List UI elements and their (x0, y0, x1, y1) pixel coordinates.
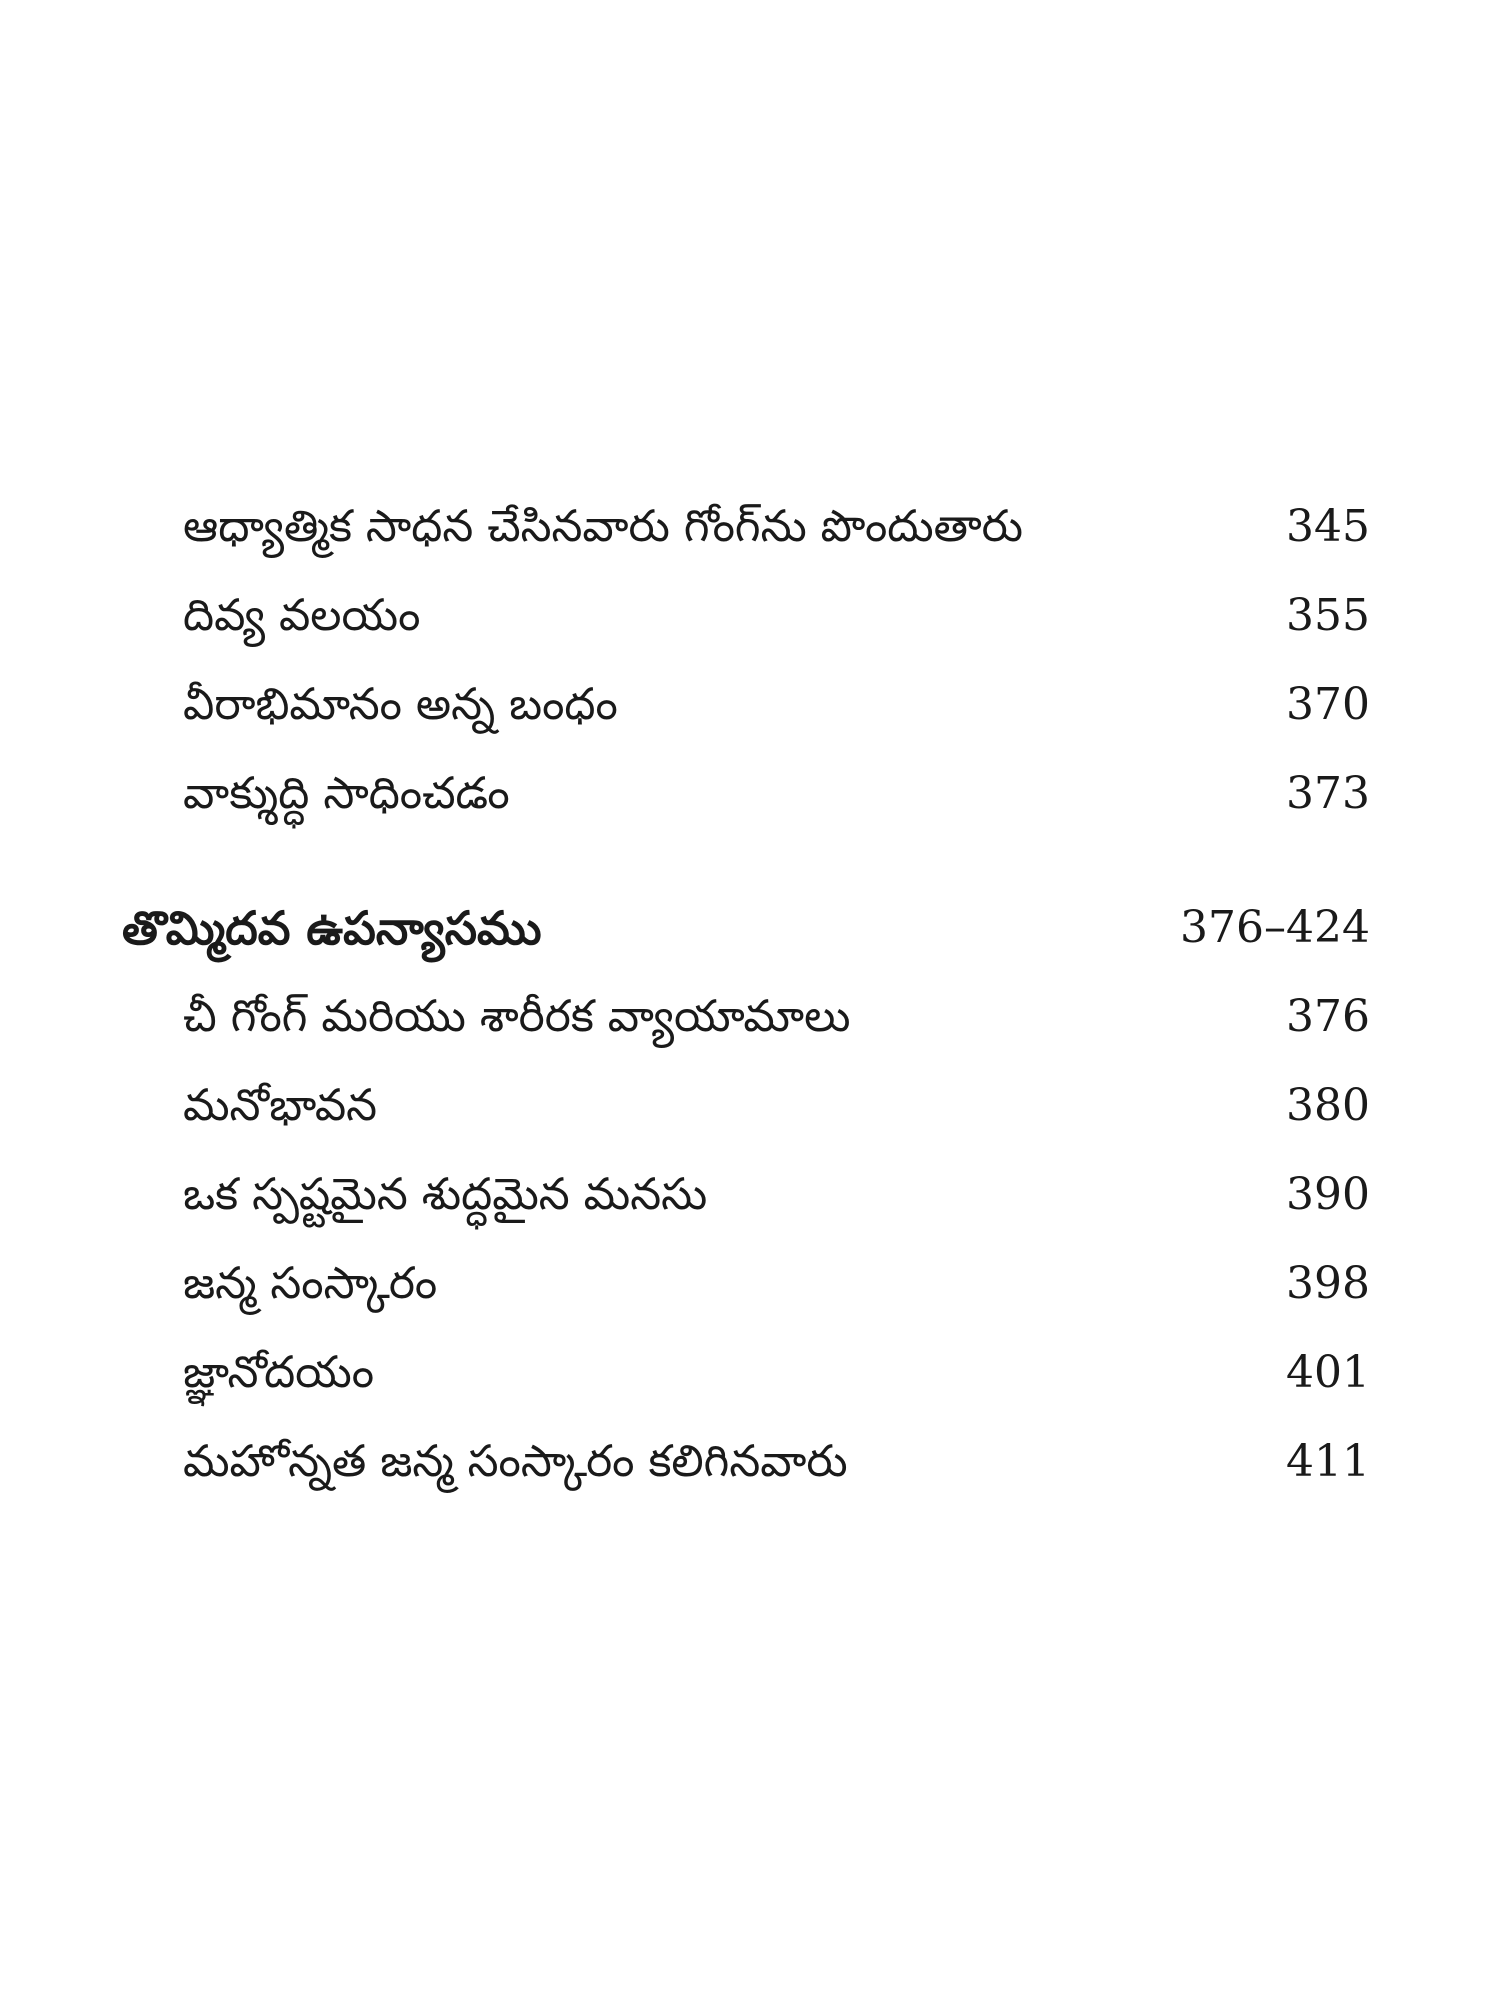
toc-entry-title: మనోభావన (183, 1080, 378, 1131)
toc-section-pages: 376–424 (1180, 902, 1370, 953)
toc-entry-title: చీ గోంగ్ మరియు శారీరక వ్యాయామాలు (183, 991, 851, 1042)
toc-entry (0, 1249, 1500, 1319)
toc-section-heading (0, 893, 1500, 963)
toc-entry-page: 345 (1286, 501, 1370, 552)
toc-entry (0, 1338, 1500, 1408)
toc-entry-page: 380 (1286, 1080, 1370, 1131)
toc-entry (0, 1427, 1500, 1497)
toc-entry-title: మహోన్నత జన్మ సంస్కారం కలిగినవారు (183, 1436, 848, 1487)
toc-entry (0, 982, 1500, 1052)
toc-entry-title: వాక్శుద్ధి సాధించడం (183, 768, 510, 819)
toc-entry (0, 1071, 1500, 1141)
toc-entry-page: 373 (1286, 768, 1370, 819)
toc-entry-page: 376 (1286, 991, 1370, 1042)
toc-entry (0, 492, 1500, 562)
toc-entry (0, 581, 1500, 651)
toc-entry-page: 390 (1286, 1169, 1370, 1220)
toc-entry (0, 759, 1500, 829)
toc-entry-page: 401 (1286, 1347, 1370, 1398)
toc-entry-page: 370 (1286, 679, 1370, 730)
toc-section-title: తొమ్మిదవ ఉపన్యాసము (122, 901, 542, 955)
toc-entry-page: 411 (1286, 1436, 1370, 1487)
toc-entry (0, 1160, 1500, 1230)
toc-entry-title: జ్ఞానోదయం (183, 1347, 375, 1398)
toc-entry-title: ఒక స్పష్టమైన శుద్ధమైన మనసు (183, 1169, 708, 1220)
toc-entry-page: 398 (1286, 1258, 1370, 1309)
toc-entry-title: ఆధ్యాత్మిక సాధన చేసినవారు గోంగ్‌ను పొందుతారు (183, 501, 1023, 552)
toc-entry-title: వీరాభిమానం అన్న బంధం (183, 679, 618, 730)
toc-entry-page: 355 (1286, 590, 1370, 641)
toc-entry-title: జన్మ సంస్కారం (183, 1258, 438, 1309)
toc-entry (0, 670, 1500, 740)
toc-entry-title: దివ్య వలయం (183, 590, 421, 641)
